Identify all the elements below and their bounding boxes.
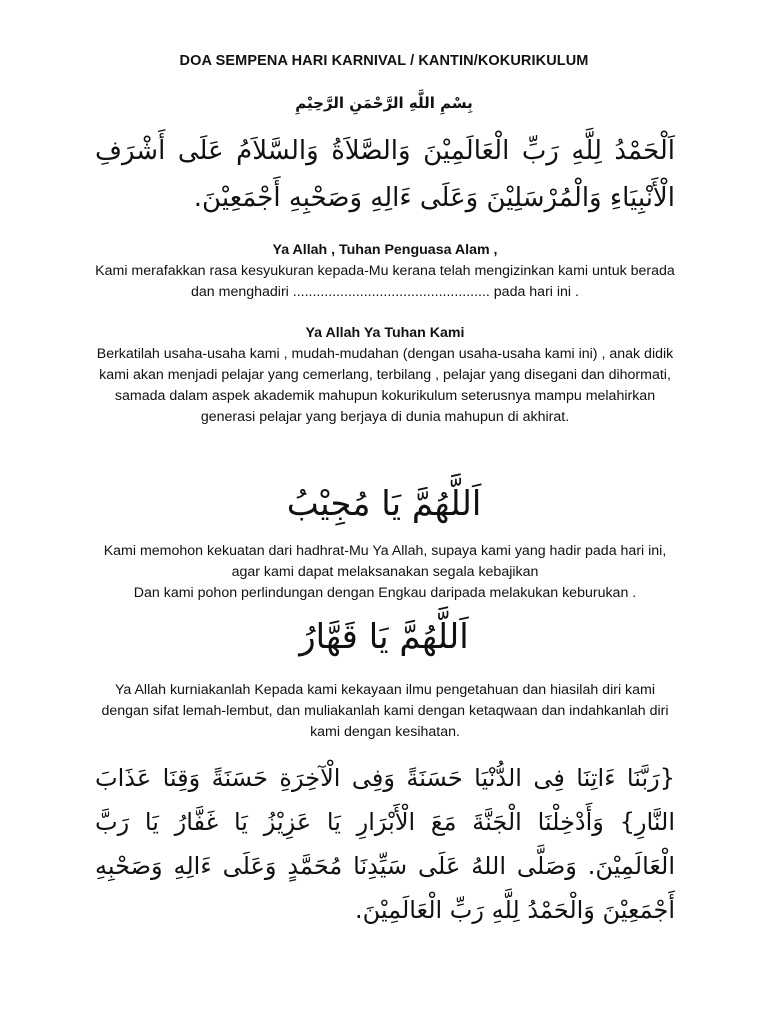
section-heading: Ya Allah , Tuhan Penguasa Alam ,	[272, 242, 498, 258]
section-body: Kami merafakkan rasa kesyukuran kepada-Mu kerana telah mengizinkan kami untuk berada dan menghadiri .................................................. pada hari ini .	[95, 263, 675, 300]
section-body: Dan kami pohon perlindungan dengan Engkau daripada melakukan keburukan .	[133, 585, 637, 601]
closing-arabic-text: {رَبَّنَا ءَاتِنَا فِى الدُّنْيَا حَسَنَةً وَفِى الْآخِرَةِ حَسَنَةً وَقِنَا عَذَابَ النَّارِ} وَأَدْخِلْنَا الْجَنَّةَ مَعَ الْأَبْرَارِ يَا عَزِيْزُ يَا غَفَّارُ يَا رَبَّ الْعَالَمِيْنَ. وَصَلَّى اللهُ عَلَى سَيِّدِنَا مُحَمَّدٍ وَعَلَى ءَالِهِ وَصَحْبِهِ أَجْمَعِيْنَ وَالْحَمْدُ لِلَّهِ رَبِّ الْعَالَمِيْنَ.	[95, 764, 675, 924]
section-body: Ya Allah kurniakanlah Kepada kami kekayaan ilmu pengetahuan dan hiasilah diri kami dengan sifat lemah-lembut, dan muliakanlah kami dengan ketaqwaan dan indahkanlah diri kami dengan kesihatan.	[101, 682, 669, 740]
section-penguasa-alam	[95, 240, 675, 303]
opening-arabic-text: اَلْحَمْدُ لِلَّهِ رَبِّ الْعَالَمِيْنَ وَالصَّلاَةُ وَالسَّلاَمُ عَلَى أَشْرَفِ الْأَنْبِيَاءِ وَالْمُرْسَلِيْنَ وَعَلَى ءَالِهِ وَصَحْبِهِ أَجْمَعِيْنَ.	[95, 136, 675, 213]
basmalah: بِسْمِ اللَّهِ الرَّحْمَنِ الرَّحِيْمِ	[295, 94, 473, 112]
section-body: Kami memohon kekuatan dari hadhrat-Mu Ya Allah, supaya kami yang hadir pada hari ini, agar kami dapat melaksanakan segala kebajikan	[103, 543, 667, 580]
section-ilmu	[95, 680, 675, 743]
section-body: Berkatilah usaha-usaha kami , mudah-mudahan (dengan usaha-usaha kami ini) , anak didik kami akan menjadi pelajar yang cemerlang, terbilang , pelajar yang disegani dan dihormati, samada dalam aspek akademik mahupun kokurikulum seterusnya mampu melahirkan generasi pelajar yang berjaya di dunia mahupun di akhirat.	[96, 346, 674, 425]
section-heading: Ya Allah Ya Tuhan Kami	[305, 325, 465, 341]
section-tuhan-kami	[95, 323, 675, 428]
invocation-mujib: اَللَّهُمَّ يَا مُجِيْبُ	[286, 484, 482, 524]
invocation-qahhar: اَللَّهُمَّ يَا قَهَّارُ	[299, 617, 469, 657]
document-title: DOA SEMPENA HARI KARNIVAL / KANTIN/KOKURIKULUM	[179, 53, 589, 69]
section-kekuatan	[95, 541, 675, 604]
